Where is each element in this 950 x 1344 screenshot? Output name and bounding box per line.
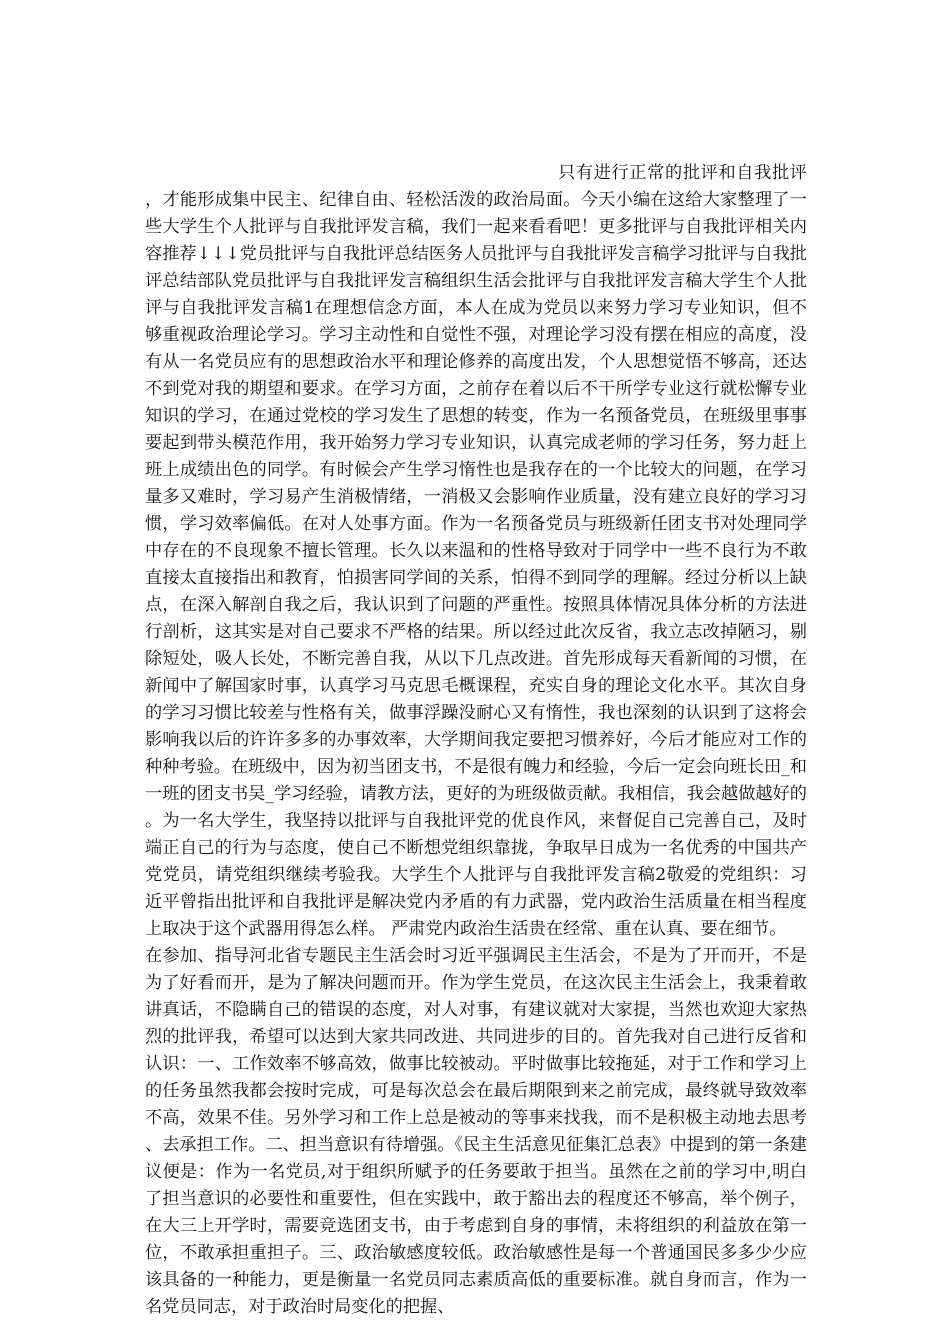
document-body [145, 160, 807, 1321]
paragraph-1: 只有进行正常的批评和自我批评，才能形成集中民主、纪律自由、轻松活泼的政治局面。今天小编在这给大家整理了一些大学生个人批评与自我批评发言稿，我们一起来看看吧！更多批评与自我批评相关内容推荐↓↓↓党员批评与自我批评总结医务人员批评与自我批评发言稿学习批评与自我批评总结部队党员批评与自我批评发言稿组织生活会批评与自我批评发言稿大学生个人批评与自我批评发言稿1在理想信念方面，本人在成为党员以来努力学习专业知识，但不够重视政治理论学习。学习主动性和自觉性不强，对理论学习没有摆在相应的高度，没有从一名党员应有的思想政治水平和理论修养的高度出发，个人思想觉悟不够高，还达不到党对我的期望和要求。在学习方面，之前存在着以后不干所学专业这行就松懈专业知识的学习，在通过党校的学习发生了思想的转变，作为一名预备党员，在班级里事事要起到带头模范作用，我开始努力学习专业知识，认真完成老师的学习任务，努力赶上班上成绩出色的同学。有时候会产生学习惰性也是我存在的一个比较大的问题，在学习量多又难时，学习易产生消极情绪，一消极又会影响作业质量，没有建立良好的学习习惯，学习效率偏低。在对人处事方面。作为一名预备党员与班级新任团支书对处理同学中存在的不良现象不擅长管理。长久以来温和的性格导致对于同学中一些不良行为不敢直接太直接指出和教育，怕损害同学间的关系，怕得不到同学的理解。经过分析以上缺点，在深入解剖自我之后，我认识到了问题的严重性。按照具体情况具体分析的方法进行剖析，这其实是对自己要求不严格的结果。所以经过此次反省，我立志改掉陋习，剔除短处，吸人长处，不断完善自我，从以下几点改进。首先形成每天看新闻的习惯，在新闻中了解国家时事，认真学习马克思毛概课程，充实自身的理论文化水平。其次自身的学习习惯比较差与性格有关，做事浮躁没耐心又有惰性，我也深刻的认识到了这将会影响我以后的许许多多的办事效率，大学期间我定要把习惯养好，今后才能应对工作的种种考验。在班级中，因为初当团支书，不是很有魄力和经验，今后一定会向班长田_和一班的团支书吴_学习经验，请教方法，更好的为班级做贡献。我相信，我会越做越好的。为一名大学生，我坚持以批评与自我批评党的优良作风，来督促自己完善自己，及时端正自己的行为与态度，使自己不断想党组织靠拢，争取早日成为一名优秀的中国共产党党员，请党组织继续考验我。大学生个人批评与自我批评发言稿2敬爱的党组织：习近平曾指出批评和自我批评是解决党内矛盾的有力武器，党内政治生活质量在相当程度上取决于这个武器用得怎么样。 严肃党内政治生活贵在经常、重在认真、要在细节。 [145, 163, 807, 939]
paragraph-2: 在参加、指导河北省专题民主生活会时习近平强调民主生活会，不是为了开而开，不是为了好看而开，是为了解决问题而开。作为学生党员，在这次民主生活会上，我秉着敢讲真话，不隐瞒自己的错误的态度，对人对事，有建议就对大家提，当然也欢迎大家热烈的批评我，希望可以达到大家共同改进、共同进步的目的。首先我对自己进行反省和认识：一、工作效率不够高效，做事比较被动。平时做事比较拖延，对于工作和学习上的任务虽然我都会按时完成，可是每次总会在最后期限到来之前完成，最终就导致效率不高，效果不佳。另外学习和工作上总是被动的等事来找我，而不是积极主动地去思考、去承担工作。二、担当意识有待增强。《民主生活意见征集汇总表》中提到的第一条建议便是：作为一名党员,对于组织所赋予的任务要敢于担当。虽然在之前的学习中,明白了担当意识的必要性和重要性，但在实践中，敢于豁出去的程度还不够高，举个例子，在大三上开学时，需要竞选团支书，由于考虑到自身的事情，未将组织的利益放在第一位，不敢承担重担子。三、政治敏感度较低。政治敏感性是每一个普通国民多多少少应该具备的一种能力，更是衡量一名党员同志素质高低的重要标准。就自身而言，作为一名党员同志，对于政治时局变化的把握、 [145, 946, 807, 1317]
